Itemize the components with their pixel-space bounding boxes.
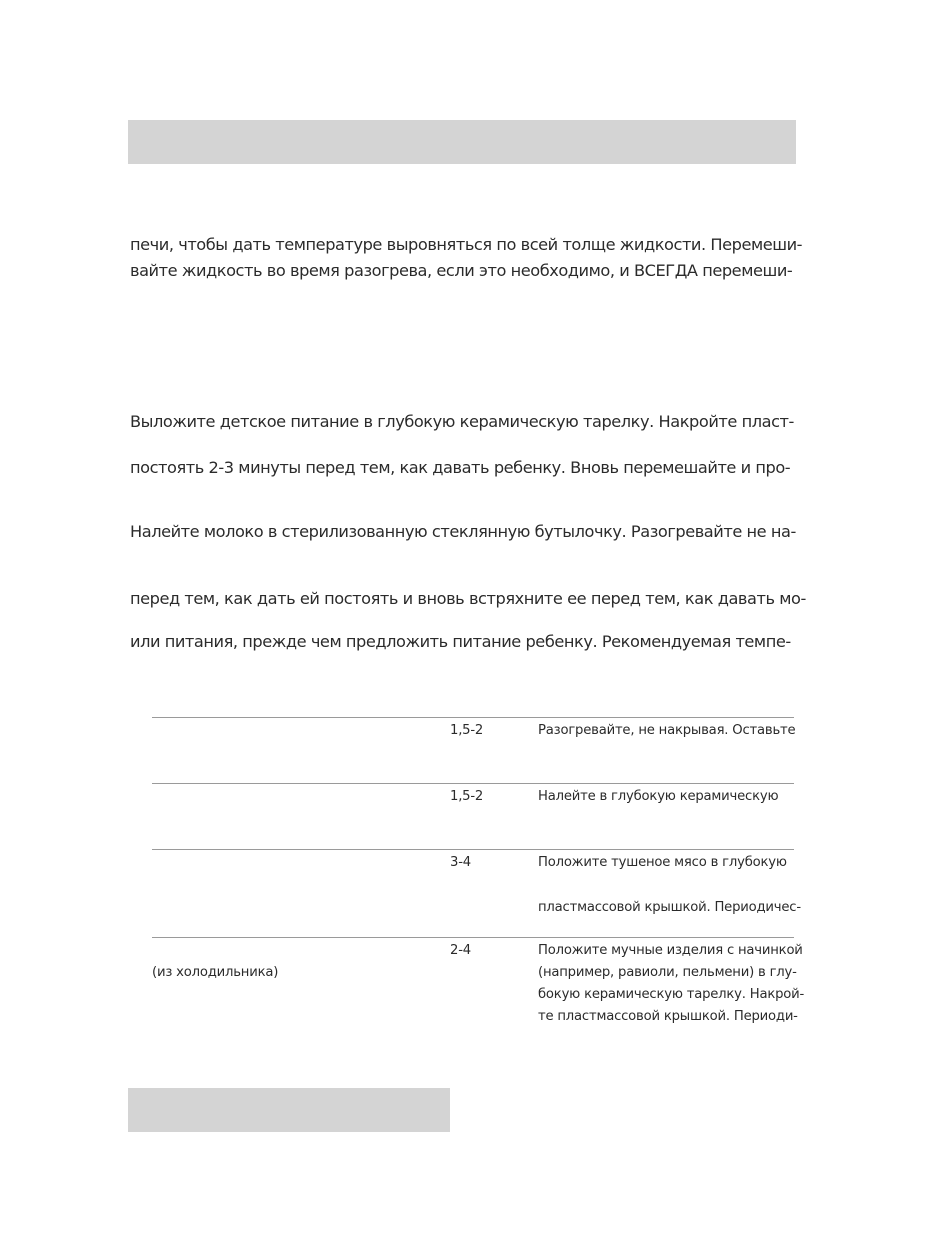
footer-bar — [128, 1088, 450, 1132]
table-cell-time: 2-4 — [450, 943, 471, 958]
table-rule — [152, 849, 794, 850]
paragraph-line: печи, чтобы дать температуре выровняться по всей толще жидкости. Перемеши- — [130, 235, 803, 254]
table-cell-time: 1,5-2 — [450, 789, 484, 804]
table-cell-desc: те пластмассовой крышкой. Периоди- — [538, 1009, 798, 1024]
table-cell-desc: Разогревайте, не накрывая. Оставьте — [538, 723, 796, 738]
table-cell-desc: (например, равиоли, пельмени) в глу- — [538, 965, 797, 980]
paragraph-line: или питания, прежде чем предложить питание ребенку. Рекомендуемая темпе- — [130, 632, 791, 651]
table-cell-time: 1,5-2 — [450, 723, 484, 738]
table-cell-desc: Положите тушеное мясо в глубокую — [538, 855, 787, 870]
paragraph-line: постоять 2-3 минуты перед тем, как давать ребенку. Вновь перемешайте и про- — [130, 458, 791, 477]
table-cell-desc: Налейте в глубокую керамическую — [538, 789, 779, 804]
table-rule — [152, 783, 794, 784]
table-rule — [152, 717, 794, 718]
table-cell-desc: бокую керамическую тарелку. Накрой- — [538, 987, 805, 1002]
table-cell-time: 3-4 — [450, 855, 471, 870]
paragraph-line: вайте жидкость во время разогрева, если это необходимо, и ВСЕГДА перемеши- — [130, 261, 793, 280]
table-cell-food: (из холодильника) — [152, 965, 279, 980]
paragraph-line: Налейте молоко в стерилизованную стеклянную бутылочку. Разогревайте не на- — [130, 522, 796, 541]
paragraph-line: Выложите детское питание в глубокую керамическую тарелку. Накройте пласт- — [130, 412, 794, 431]
table-cell-desc: пластмассовой крышкой. Периодичес- — [538, 900, 801, 915]
table-cell-desc: Положите мучные изделия с начинкой — [538, 943, 803, 958]
header-bar — [128, 120, 796, 164]
paragraph-line: перед тем, как дать ей постоять и вновь встряхните ее перед тем, как давать мо- — [130, 589, 806, 608]
table-rule — [152, 937, 794, 938]
